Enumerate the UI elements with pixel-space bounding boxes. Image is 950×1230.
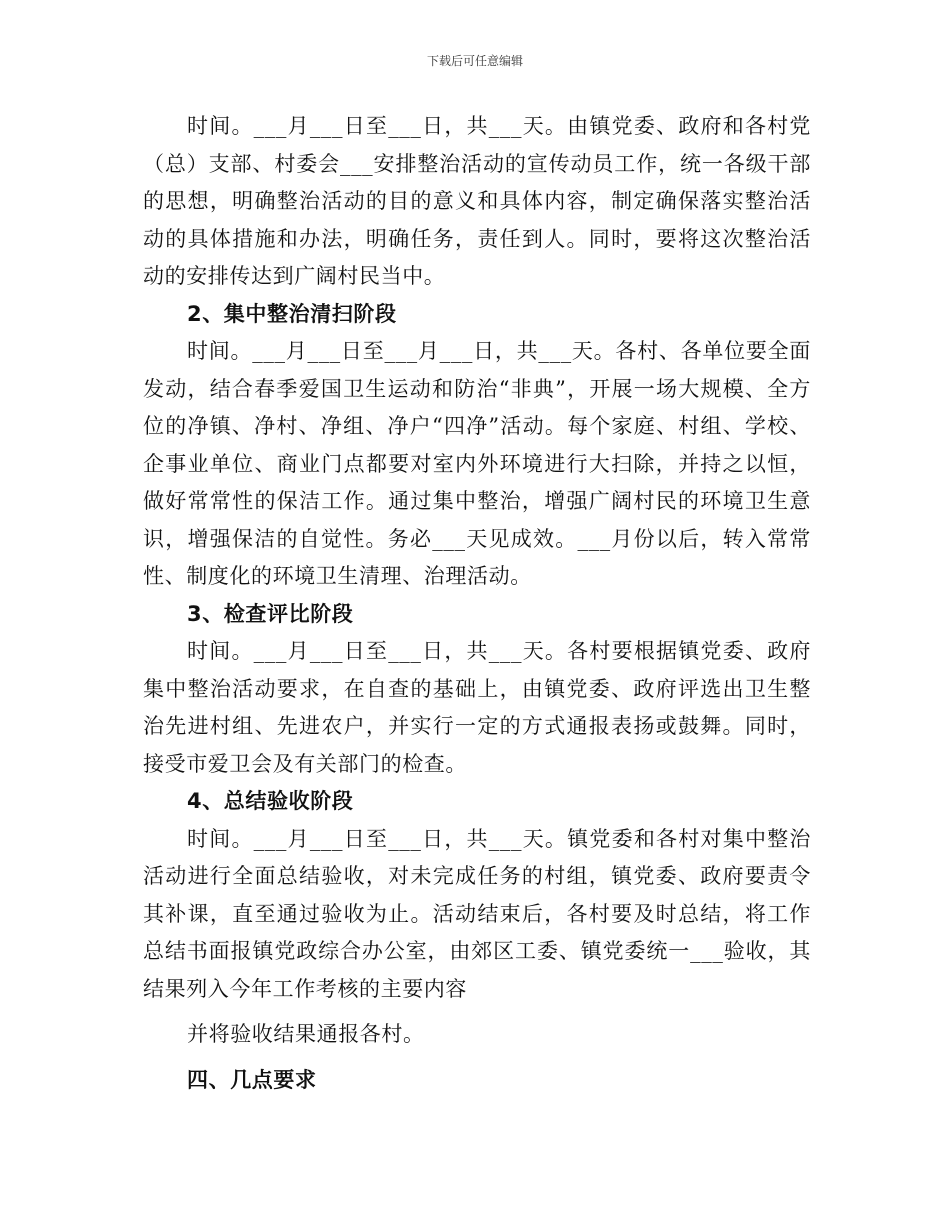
section-heading-inspection: 3、检查评比阶段: [187, 601, 354, 626]
paragraph-cleanup: 时间。___月___日至___月___日，共___天。各村、各单位要全面发动，结合春季爱国卫生运动和防治“非典”，开展一场大规模、全方位的净镇、净村、净组、净户“四净”活动。每个家庭、村组、学校、企事业单位、商业门点都要对室内外环境进行大扫除，并持之以恒，做好常常性的保洁工作。通过集中整治，增强广阔村民的环境卫生意识，增强保洁的自觉性。务必___天见成效。___月份以后，转入常常性、制度化的环境卫生清理、治理活动。: [143, 339, 811, 588]
section-heading-requirements: 四、几点要求: [187, 1067, 317, 1092]
paragraph-notify-villages: 并将验收结果通报各村。: [187, 1022, 425, 1046]
spacer: [143, 1054, 811, 1062]
paragraph-inspection: 时间。___月___日至___日，共___天。各村要根据镇党委、政府集中整治活动要求，在自查的基础上，由镇党委、政府评选出卫生整治先进村组、先进农户，并实行一定的方式通报表扬或鼓舞。同时，接受市爱卫会及有关部门的检查。: [143, 639, 811, 776]
paragraph-acceptance: 时间。___月___日至___日，共___天。镇党委和各村对集中整治活动进行全面总结验收，对未完成任务的村组，镇党委、政府要责令其补课，直至通过验收为止。活动结束后，各村要及时总结，将工作总结书面报镇党政综合办公室，由郊区工委、镇党委统一___验收，其结果列入今年工作考核的主要内容: [143, 826, 811, 1001]
document-body: [143, 108, 811, 1099]
section-heading-cleanup: 2、集中整治清扫阶段: [187, 301, 397, 326]
paragraph-mobilization: 时间。___月___日至___日，共___天。由镇党委、政府和各村党（总）支部、村委会___安排整治活动的宣传动员工作，统一各级干部的思想，明确整治活动的目的意义和具体内容，制定确保落实整治活动的具体措施和办法，明确任务，责任到人。同时，要将这次整治活动的安排传达到广阔村民当中。: [143, 114, 811, 288]
spacer: [143, 1008, 811, 1016]
section-heading-acceptance: 4、总结验收阶段: [187, 789, 354, 813]
page-header-note: 下载后可任意编辑: [426, 54, 523, 68]
